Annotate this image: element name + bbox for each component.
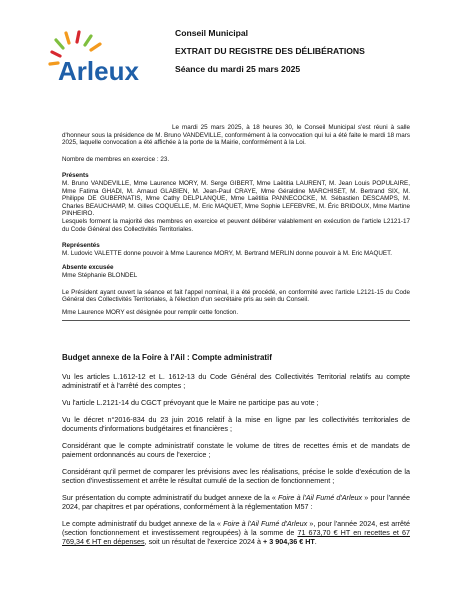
budget-para-1: Vu les articles L.1612-12 et L. 1612-13 du Code Général des Collectivités Territorial relatifs au compte administratif et à l'arrêté des comptes ; bbox=[62, 372, 410, 390]
document-header bbox=[175, 27, 435, 75]
quorum-statement: Lesquels forment la majorité des membres en exercice et peuvent délibérer valablement en exécution de l'article L2121-17 du Code Général des Collectivités Territoriales. bbox=[62, 217, 410, 233]
budget-section bbox=[62, 353, 410, 554]
budget-para-7-part-d: . bbox=[314, 537, 317, 546]
section-divider bbox=[62, 320, 410, 321]
roll-call-paragraph: Le Président ayant ouvert la séance et fait l'appel nominal, il a été procédé, en conformité avec l'article L2121-15 du Code Général des Collectivités Territoriales, à l'élection d'un secrétaire pris au sein du Conseil. bbox=[62, 288, 410, 304]
budget-para-4: Considérant que le compte administratif constate le volume de titres de recettes émis et de mandats de paiement ordonnancés au cours de l'exercice ; bbox=[62, 441, 410, 459]
represented-list: M. Ludovic VALETTE donne pouvoir à Mme Laurence MORY, M. Bertrand MERLIN donne pouvoir à M. Eric MAQUET. bbox=[62, 249, 393, 257]
intro-paragraph: Le mardi 25 mars 2025, à 18 heures 30, le Conseil Municipal s'est réuni à salle d'honneur sous la présidence de M. Bruno VANDEVILLE, conformément à la convocation qui lui a été faite le mardi 18 mars 2025, laquelle convocation a été affichée à la porte de la Mairie, conformément à la Loi. bbox=[62, 124, 410, 147]
arleux-logo-mark bbox=[46, 30, 176, 90]
budget-para-7 bbox=[62, 519, 410, 546]
presents-heading: Présents bbox=[62, 172, 89, 180]
budget-para-6-part-a: Sur présentation du compte administratif du budget annexe de la « bbox=[62, 493, 279, 502]
register-title: EXTRAIT DU REGISTRE DES DÉLIBÉRATIONS bbox=[175, 46, 365, 56]
budget-para-5: Considérant qu'il permet de comparer les prévisions avec les réalisations, précise le solde d'exécution de la section d'investissement et arrête le résultat cumulé de la section de fonctionnement ; bbox=[62, 467, 410, 485]
budget-para-3: Vu le décret n°2016-834 du 23 juin 2016 relatif à la mise en ligne par les collectivités territoriales de documents d'informations budgétaires et financières ; bbox=[62, 415, 410, 433]
logo-wordmark: Arleux bbox=[58, 56, 139, 86]
secretary-designation: Mme Laurence MORY est désignée pour remplir cette fonction. bbox=[62, 308, 239, 316]
budget-name-italic: Foire à l'Ail Fumé d'Arleux bbox=[278, 493, 363, 502]
members-count: Nombre de membres en exercice : 23. bbox=[62, 155, 170, 163]
budget-totals: 71 673,70 € HT en recettes et 67 769,34 € HT en dépenses bbox=[62, 528, 410, 546]
budget-title: Budget annexe de la Foire à l'Ail : Compte administratif bbox=[62, 353, 272, 362]
presents-list: M. Bruno VANDEVILLE, Mme Laurence MORY, M. Serge GIBERT, Mme Laëtitia LAURENT, M. Jean Louis POPULAIRE, Mme Fatima GHADI, M. Arnaud GLABIEN, M. Jean-Paul CRAYE, Mme Géraldine MARCHISET, M. Bertrand SIX, M. Philippe DE GUBERNATIS, Mme Cathy DELPLANQUE, Mme Laëtitia PANNECOCKE, M. Sébastien DESCAMPS, M. Charles BEAUCHAMP, M. Gilles COQUELLE, M. Eric MAQUET, Mme Sophie LEFEBVRE, M. Éric BRIDOUX, Mme Martine PINHEIRO. bbox=[62, 179, 410, 218]
budget-para-7-part-c: , soit un résultat de l'exercice 2024 à bbox=[144, 537, 264, 546]
minutes-body bbox=[62, 124, 410, 321]
budget-name-italic-2: Foire à l'Ail Fumé d'Arleux bbox=[223, 519, 308, 528]
budget-para-6-part-b: » pour l'année 2024, par chapitres et par opérations, conformément à la réglementation M57 : bbox=[62, 493, 410, 511]
session-date: Séance du mardi 25 mars 2025 bbox=[175, 64, 301, 74]
represented-heading: Représentés bbox=[62, 242, 100, 250]
budget-para-2: Vu l'article L.2121-14 du CGCT prévoyant que le Maire ne participe pas au vote ; bbox=[62, 398, 319, 407]
budget-result: + 3 904,36 € HT bbox=[263, 537, 315, 546]
arleux-logo bbox=[46, 30, 176, 90]
budget-para-6 bbox=[62, 493, 410, 511]
excused-list: Mme Stéphanie BLONDEL bbox=[62, 271, 138, 279]
budget-para-7-part-b: », pour l'année 2024, est arrêté (section fonctionnement et investissement regroupées) à la somme de bbox=[62, 519, 411, 537]
budget-para-7-part-a: Le compte administratif du budget annexe de la « bbox=[62, 519, 224, 528]
council-title: Conseil Municipal bbox=[175, 28, 249, 38]
excused-heading: Absente excusée bbox=[62, 264, 114, 272]
